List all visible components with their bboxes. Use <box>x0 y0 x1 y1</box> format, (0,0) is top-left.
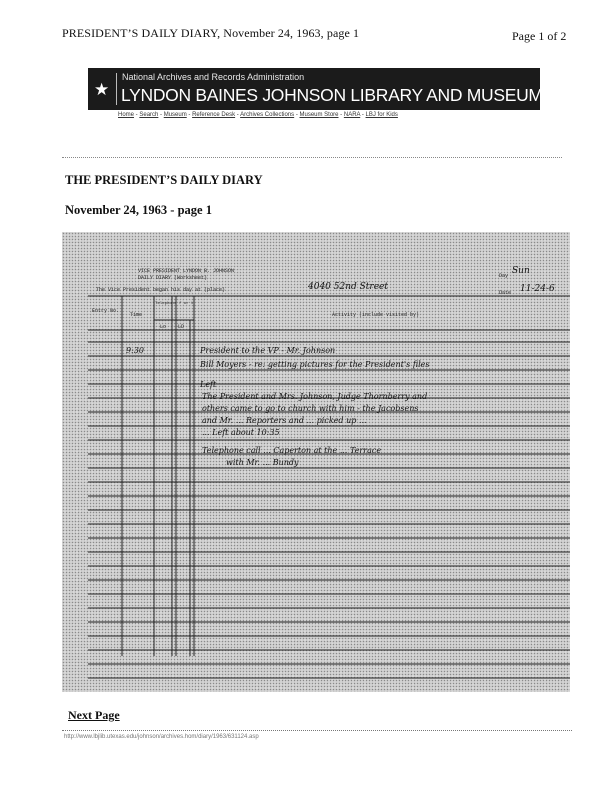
diary-heading-2: DAILY DIARY (Worksheet) <box>138 275 208 281</box>
col-ld-header: LD <box>178 324 185 330</box>
diary-scan-image <box>62 232 570 692</box>
footer-divider <box>62 730 572 731</box>
entry-activity: The President and Mrs. Johnson, Judge Thornberry and <box>202 392 428 401</box>
diary-day-label: Day <box>499 273 509 279</box>
entry-activity: President to the VP - Mr. Johnson <box>200 346 336 355</box>
banner-title: LYNDON BAINES JOHNSON LIBRARY AND MUSEUM <box>121 85 543 105</box>
star-icon: ★ <box>94 80 110 99</box>
library-banner[interactable] <box>88 68 543 110</box>
nav-link-reference-desk[interactable]: Reference Desk <box>192 112 236 118</box>
diary-place-label: The Vice President began his day at (place) <box>96 287 226 293</box>
nav-links: Home - Search - Museum - Reference Desk - Archives Collections - Museum Store - NARA - LBJ for Kids <box>118 112 398 118</box>
entry-time: 9:30 <box>126 346 144 355</box>
entry-activity: Telephone call ... Caperton at the ... Terrace <box>202 446 382 455</box>
diary-day-value: Sun <box>512 266 530 276</box>
page-title: THE PRESIDENT’S DAILY DIARY <box>65 173 263 187</box>
nav-link-search[interactable]: Search <box>139 112 159 118</box>
nav-link-home[interactable]: Home <box>118 112 135 118</box>
diary-date-value: 11-24-6 <box>520 284 555 294</box>
diary-heading-1: VICE PRESIDENT LYNDON B. JOHNSON <box>138 268 235 274</box>
page-subtitle: November 24, 1963 - page 1 <box>65 203 212 217</box>
nav-link-museum[interactable]: Museum <box>163 112 187 118</box>
diary-table-grid <box>62 232 570 692</box>
entry-activity: Bill Moyers - re: getting pictures for the President's files <box>200 360 430 369</box>
entry-activity: with Mr. ... Bundy <box>226 458 299 467</box>
col-activity-header: Activity (include visited by) <box>332 312 420 318</box>
divider <box>62 157 562 158</box>
document-header-title: PRESIDENT’S DAILY DIARY, November 24, 1963, page 1 <box>62 26 360 40</box>
entry-activity: others came to go to church with him - the Jacobsens <box>202 404 419 413</box>
page-number: Page 1 of 2 <box>512 29 567 43</box>
col-telephone-header: Telephone f or t <box>155 302 194 306</box>
entry-activity: Left <box>200 380 217 389</box>
entry-activity: ... Left about 10:35 <box>202 428 280 437</box>
entry-activity: and Mr. ... Reporters and ... picked up ... <box>202 416 367 425</box>
nav-link-archives-collections[interactable]: Archives Collections <box>240 112 295 118</box>
banner-divider <box>116 73 117 105</box>
footer-url: http://www.lbjlib.utexas.edu/johnson/archives.hom/diary/1963/631124.asp <box>64 734 259 740</box>
col-time-header: Time <box>130 312 143 318</box>
nav-link-nara[interactable]: NARA <box>343 112 361 118</box>
next-page-link[interactable]: Next Page <box>68 708 120 722</box>
nav-link-lbj-for-kids[interactable]: LBJ for Kids <box>365 112 398 118</box>
banner-subtitle: National Archives and Records Administration <box>122 72 305 82</box>
diary-place-value: 4040 52nd Street <box>308 282 388 292</box>
diary-date-label: Date <box>499 290 512 296</box>
col-lo-header: Lo <box>160 324 167 330</box>
col-entry-header: Entry No. <box>92 308 120 314</box>
nav-link-museum-store[interactable]: Museum Store <box>299 112 339 118</box>
